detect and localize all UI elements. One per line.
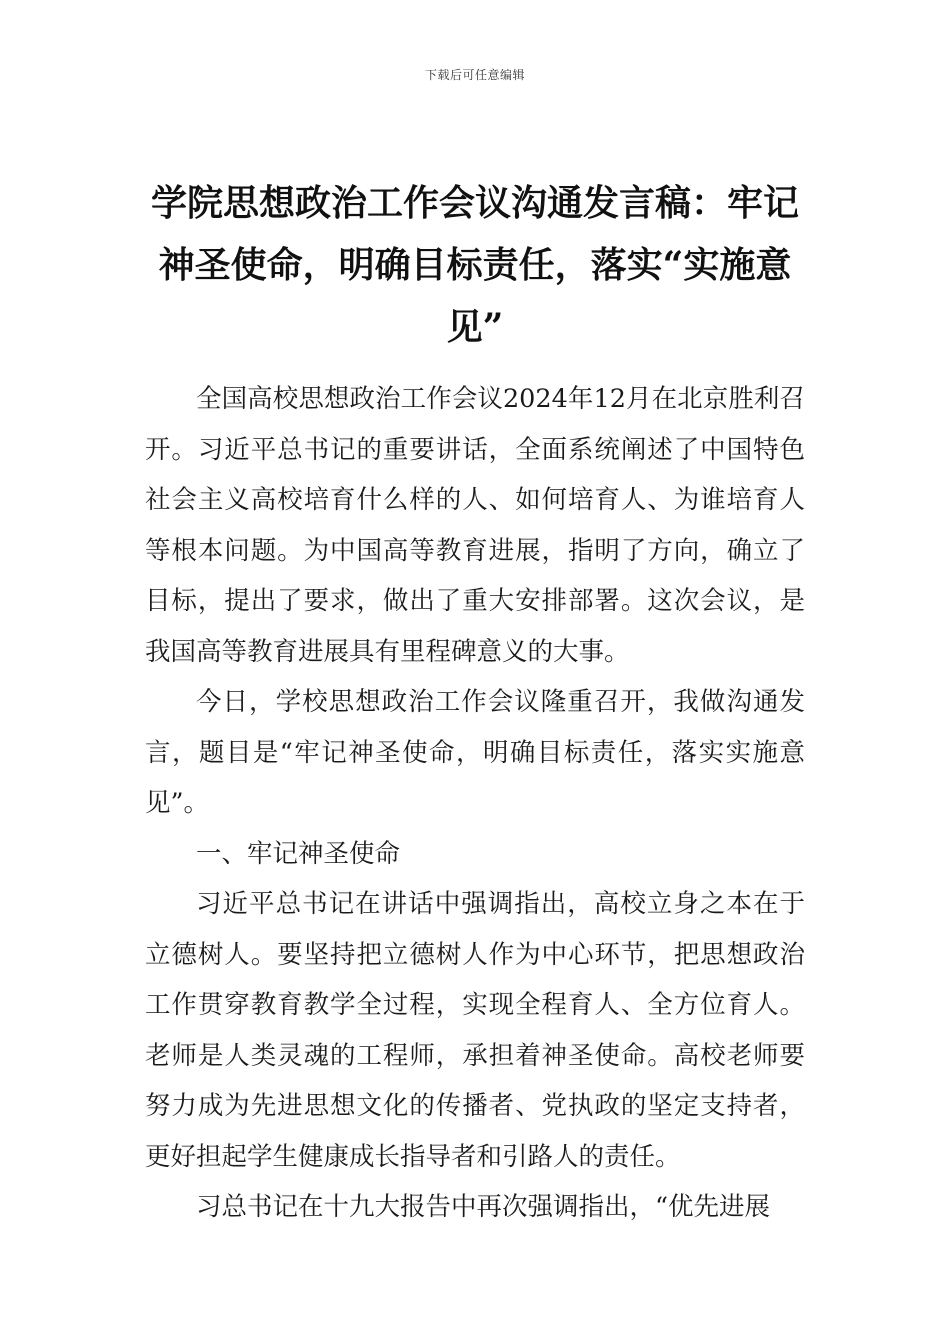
paragraph-intro: 全国高校思想政治工作会议2024年12月在北京胜利召开。习近平总书记的重要讲话，全面系统阐述了中国特色社会主义高校培育什么样的人、如何培育人、为谁培育人等根本问题。为中国高等教育进展，指明了方向，确立了目标，提出了要求，做出了重大安排部署。这次会议，是我国高等教育进展具有里程碑意义的大事。	[145, 384, 805, 667]
header-note: 下载后可任意编辑	[424, 68, 525, 82]
paragraph-report: 习总书记在十九大报告中再次强调指出，“优先进展	[196, 1192, 771, 1222]
paragraph-speech-topic: 今日，学校思想政治工作会议隆重召开，我做沟通发言，题目是“牢记神圣使命，明确目标责任，落实实施意见”。	[145, 687, 805, 818]
section-heading-1: 一、牢记神圣使命	[196, 838, 401, 869]
document-body	[145, 374, 805, 1233]
paragraph-mission: 习近平总书记在讲话中强调指出，高校立身之本在于立德树人。要坚持把立德树人作为中心环节，把思想政治工作贯穿教育教学全过程，实现全程育人、全方位育人。老师是人类灵魂的工程师，承担着神圣使命。高校老师要努力成为先进思想文化的传播者、党执政的坚定支持者，更好担起学生健康成长指导者和引路人的责任。	[145, 889, 805, 1172]
document-title: 学院思想政治工作会议沟通发言稿：牢记神圣使命，明确目标责任，落实“实施意见”	[150, 182, 799, 348]
